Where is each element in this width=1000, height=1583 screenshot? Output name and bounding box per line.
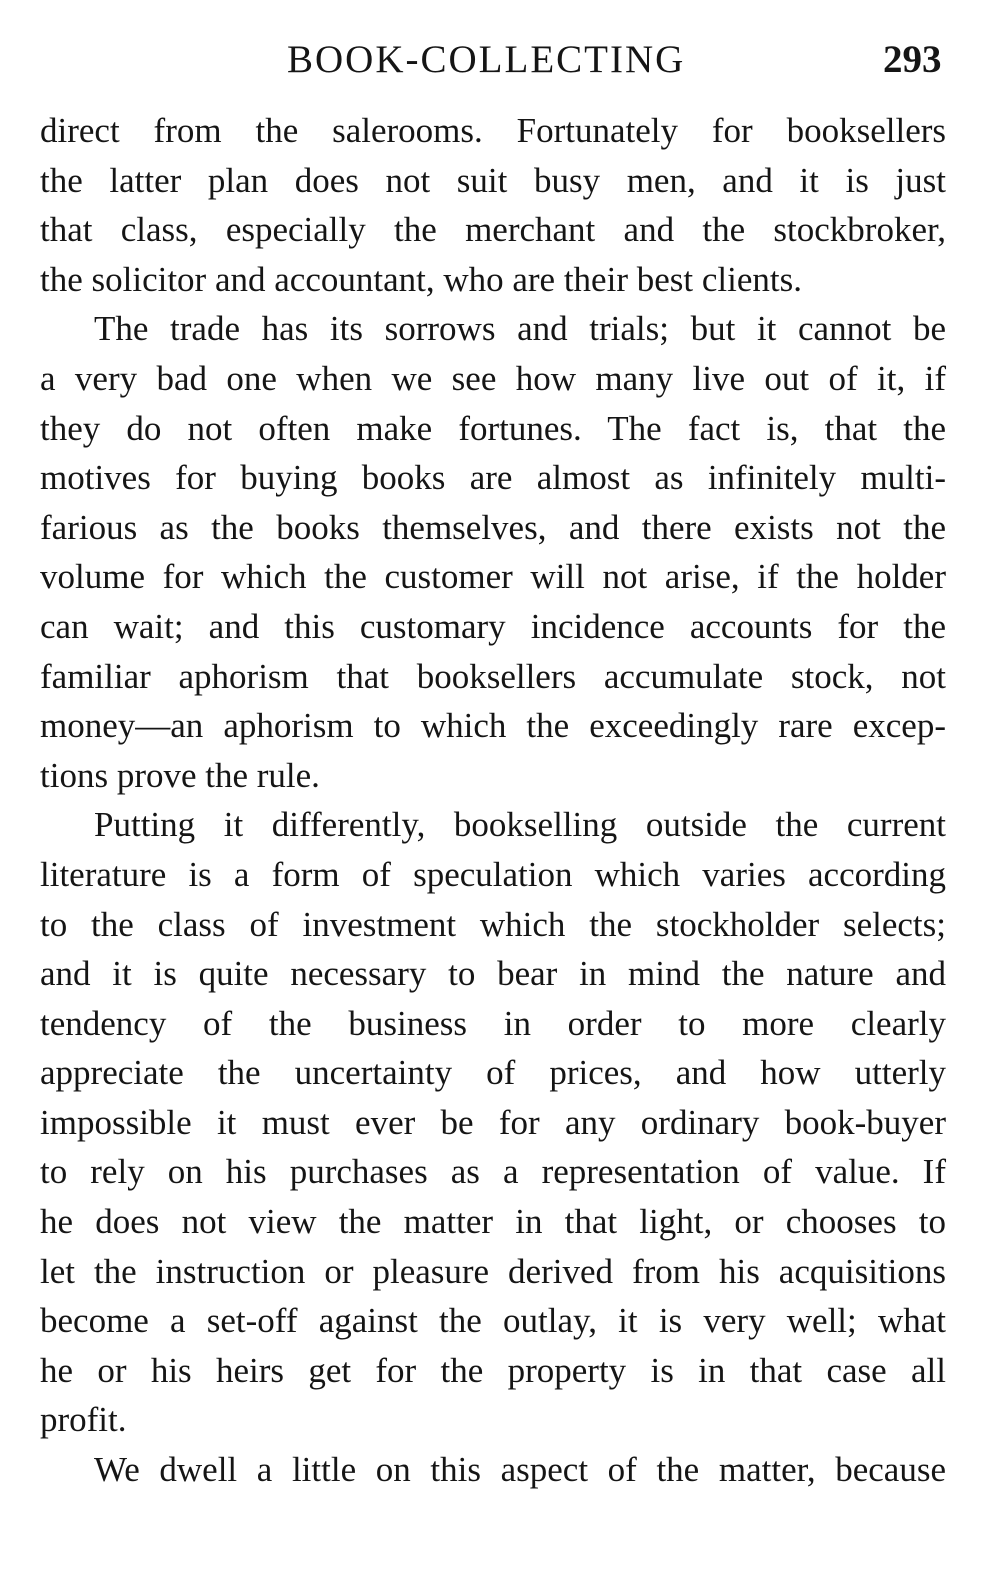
- text-line: farious as the books themselves, and there exists not the: [40, 507, 946, 547]
- text-line: they do not often make fortunes. The fact is, that the: [40, 408, 946, 448]
- text-line: We dwell a little on this aspect of the matter, because: [94, 1450, 946, 1490]
- text-line: become a set-off against the outlay, it is very well; what: [40, 1301, 946, 1341]
- text-line: volume for which the customer will not arise, if the holder: [40, 557, 946, 597]
- text-line: and it is quite necessary to bear in mind the nature and: [40, 954, 946, 994]
- text-line: he or his heirs get for the property is in that case all: [40, 1350, 946, 1390]
- text-line: familiar aphorism that booksellers accumulate stock, not: [40, 656, 946, 696]
- paragraph-1: [40, 106, 946, 304]
- text-line: appreciate the uncertainty of prices, and how utterly: [40, 1053, 946, 1093]
- running-head-title: BOOK-COLLECTING: [287, 38, 686, 81]
- text-line: let the instruction or pleasure derived from his acquisitions: [40, 1251, 946, 1291]
- text-line: literature is a form of speculation which varies according: [40, 854, 946, 894]
- paragraph-3: [40, 800, 946, 1445]
- text-line: to rely on his purchases as a representation of value. If: [40, 1152, 946, 1192]
- text-line: motives for buying books are almost as infinitely multi-: [40, 458, 946, 498]
- text-line: that class, especially the merchant and the stockbroker,: [40, 210, 946, 250]
- body-text: [40, 106, 946, 1495]
- text-line: he does not view the matter in that light, or chooses to: [40, 1202, 946, 1242]
- paragraph-4: [40, 1445, 946, 1495]
- text-line: money—an aphorism to which the exceedingly rare excep-: [40, 706, 946, 746]
- text-line: can wait; and this customary incidence accounts for the: [40, 606, 946, 646]
- running-head: [0, 34, 1000, 86]
- text-line: tendency of the business in order to more clearly: [40, 1003, 946, 1043]
- paragraph-2: [40, 304, 946, 800]
- text-line: impossible it must ever be for any ordinary book-buyer: [40, 1102, 946, 1142]
- page-number: 293: [883, 38, 942, 81]
- text-line: a very bad one when we see how many live out of it, if: [40, 358, 946, 398]
- text-line: direct from the salerooms. Fortunately for booksellers: [40, 111, 946, 150]
- text-line: The trade has its sorrows and trials; but it cannot be: [94, 309, 946, 349]
- text-line: profit.: [40, 1400, 127, 1440]
- text-line: Putting it differently, bookselling outside the current: [94, 805, 946, 845]
- text-line: to the class of investment which the stockholder selects;: [40, 904, 946, 944]
- text-line: the latter plan does not suit busy men, and it is just: [40, 160, 946, 200]
- text-line: tions prove the rule.: [40, 755, 320, 795]
- text-line: the solicitor and accountant, who are their best clients.: [40, 259, 802, 299]
